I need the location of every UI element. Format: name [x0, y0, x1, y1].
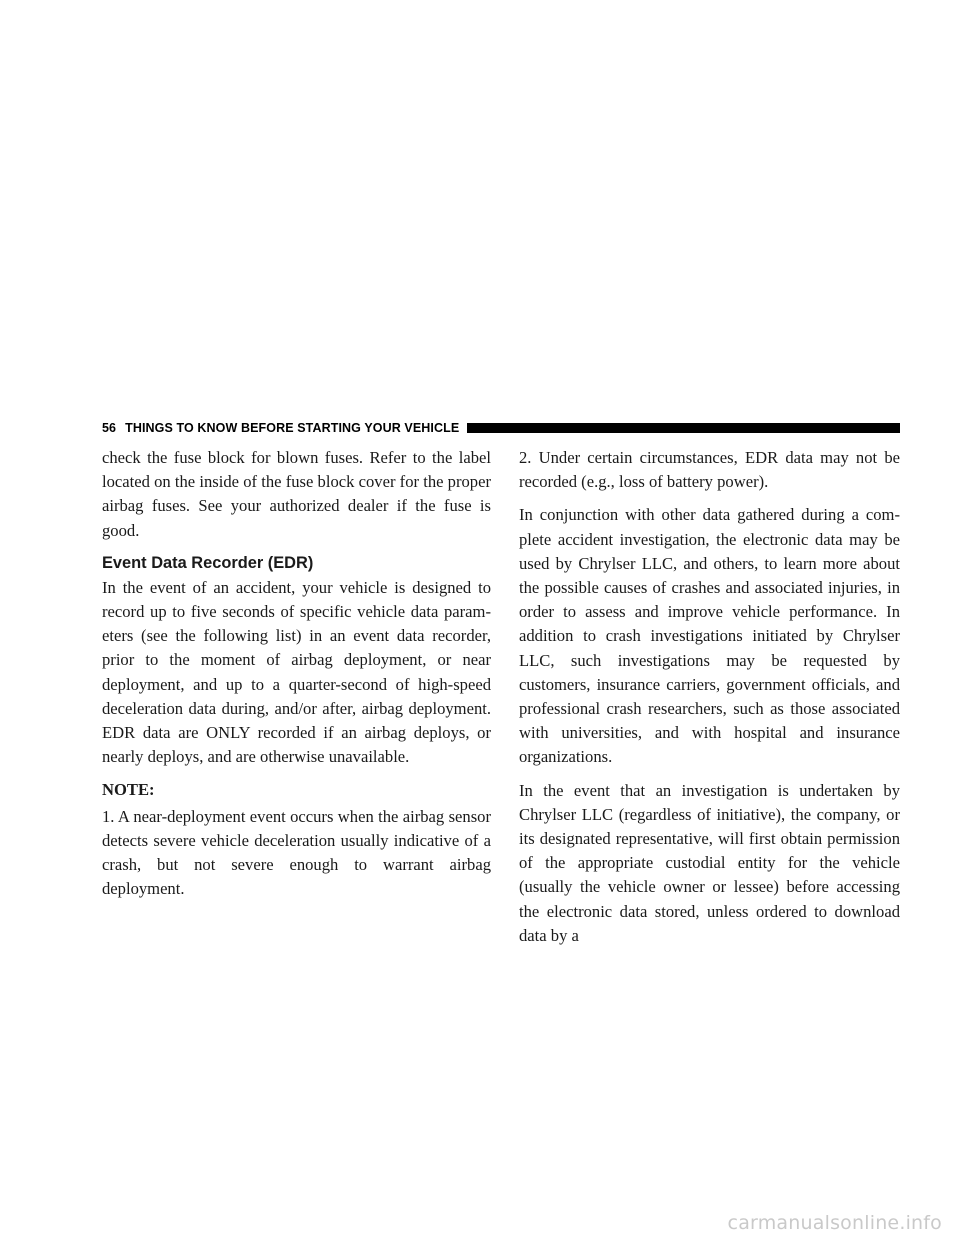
header-rule-bar	[467, 423, 900, 433]
investigation-paragraph: In conjunction with other data gathered during a complete accident investigation, the electronic data may be used by Chrylser LLC, and others, to learn more about the possible causes of crashes and associated injuries, in order to assess and improve vehicle performance. In addition to crash investigations initiated by Chrylser LLC, such investigations may be requested by customers, insurance carriers, government officials, and professional crash researchers, such as those associated with universities, and with hospital and insurance organizations.	[519, 505, 900, 767]
left-column	[102, 446, 491, 910]
permission-paragraph: In the event that an investigation is undertaken by Chrylser LLC (regardless of initiative), the company, or its designated representative, will first obtain permission of the appropriate custodial entity for the vehicle (usually the vehicle owner or lessee) before accessing the electronic data stored, unless ordered to download data by a	[519, 780, 900, 945]
note-item-2: 2. Under certain circumstances, EDR data may not be recorded (e.g., loss of battery power).	[519, 448, 900, 492]
right-column	[519, 446, 900, 957]
edr-heading: Event Data Recorder (EDR)	[102, 553, 314, 572]
note-item-1: 1. A near-deployment event occurs when the airbag sensor detects severe vehicle deceleration usually indicative of a crash, but not severe enough to warrant airbag deployment.	[102, 806, 491, 899]
site-watermark: carmanualsonline.info	[727, 1212, 942, 1234]
edr-paragraph: In the event of an accident, your vehicle is designed to record up to five seconds of specific vehicle data parameters (see the following list) in an event data recorder, prior to the moment of airbag deployment, or near deployment, and up to a quarter-second of high-speed deceleration data during, and/or after, airbag deployment. EDR data are ONLY recorded if an airbag deploys, or nearly deploys, and are otherwise unavailable.	[102, 577, 491, 767]
section-title: THINGS TO KNOW BEFORE STARTING YOUR VEHICLE	[125, 421, 460, 435]
fuse-paragraph: check the fuse block for blown fuses. Refer to the label located on the inside of the fuse block cover for the proper airbag fuses. See your authorized dealer if the fuse is good.	[102, 448, 491, 540]
page-number: 56	[102, 421, 117, 435]
note-label: NOTE:	[102, 780, 155, 800]
running-header	[102, 419, 900, 437]
